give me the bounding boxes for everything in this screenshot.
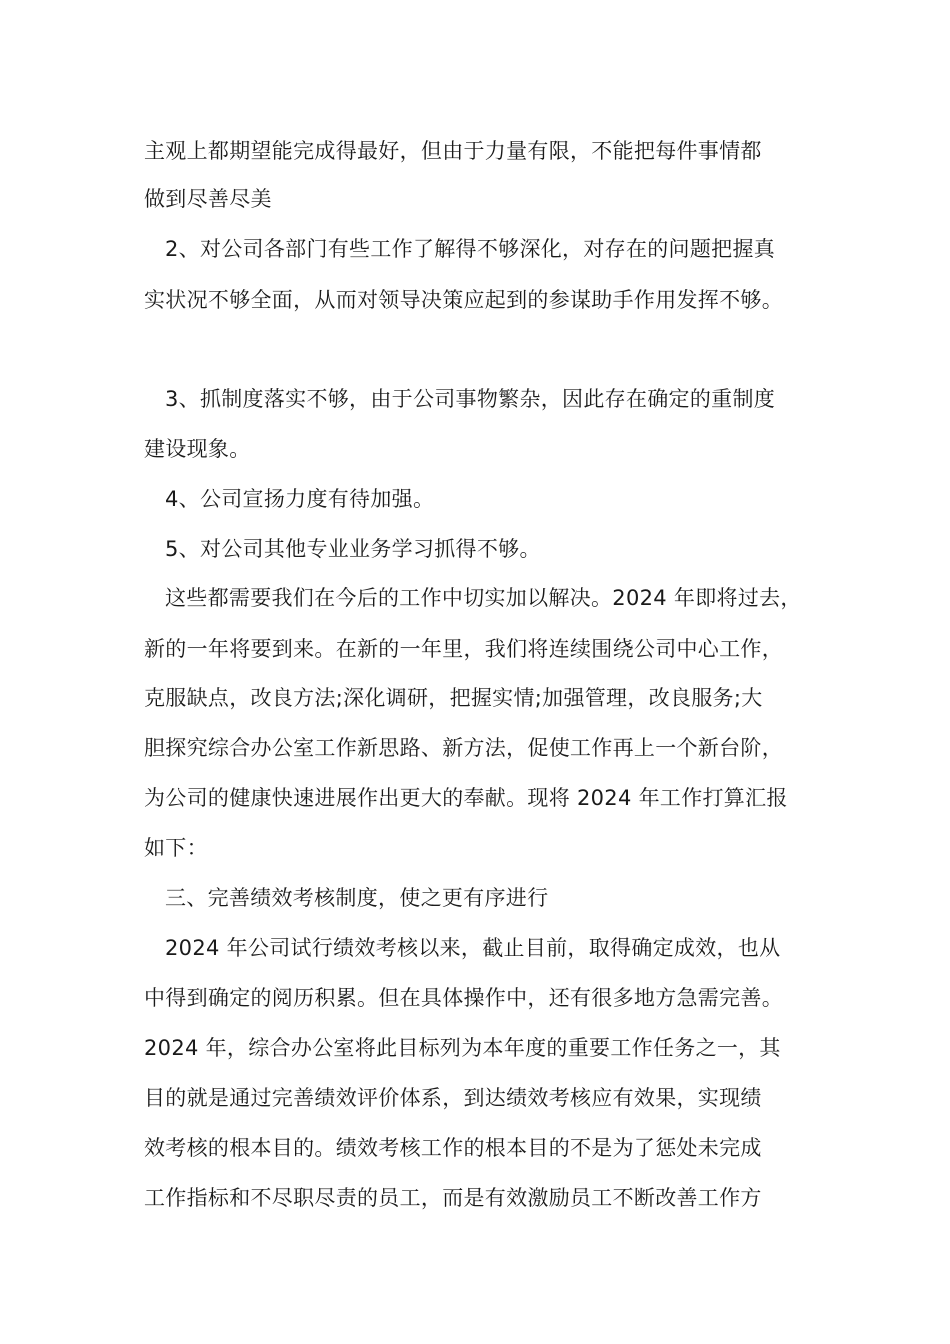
- text-line: 目的就是通过完善绩效评价体系，到达绩效考核应有效果，实现绩: [144, 1086, 762, 1110]
- text-line: 实状况不够全面，从而对领导决策应起到的参谋助手作用发挥不够。: [144, 288, 783, 312]
- text-line: 如下：: [144, 836, 208, 860]
- list-item-5: 5、对公司其他专业业务学习抓得不够。: [165, 537, 541, 561]
- text-line: 为公司的健康快速进展作出更大的奉献。现将 2024 年工作打算汇报: [144, 786, 788, 810]
- text-line: 胆探究综合办公室工作新思路、新方法，促使工作再上一个新台阶，: [144, 736, 783, 760]
- text-line: 工作指标和不尽职尽责的员工，而是有效激励员工不断改善工作方: [144, 1186, 762, 1210]
- paragraph-start: 2024 年公司试行绩效考核以来，截止目前，取得确定成效，也从: [165, 936, 781, 960]
- text-line: 建设现象。: [144, 437, 251, 461]
- text-line: 克服缺点，改良方法;深化调研，把握实情;加强管理，改良服务;大: [144, 686, 763, 710]
- paragraph-start: 这些都需要我们在今后的工作中切实加以解决。2024 年即将过去，: [165, 586, 802, 610]
- list-item-3: 3、抓制度落实不够，由于公司事物繁杂，因此存在确定的重制度: [165, 387, 776, 411]
- text-line: 新的一年将要到来。在新的一年里，我们将连续围绕公司中心工作，: [144, 637, 783, 661]
- text-line: 效考核的根本目的。绩效考核工作的根本目的不是为了惩处未完成: [144, 1136, 762, 1160]
- text-line: 中得到确定的阅历积累。但在具体操作中，还有很多地方急需完善。: [144, 986, 783, 1010]
- text-line: 2024 年，综合办公室将此目标列为本年度的重要工作任务之一，其: [144, 1036, 781, 1060]
- text-line: 做到尽善尽美: [144, 187, 272, 211]
- text-line: 主观上都期望能完成得最好，但由于力量有限，不能把每件事情都: [144, 139, 762, 163]
- list-item-2: 2、对公司各部门有些工作了解得不够深化，对存在的问题把握真: [165, 237, 776, 261]
- section-heading: 三、完善绩效考核制度，使之更有序进行: [165, 886, 549, 910]
- list-item-4: 4、公司宣扬力度有待加强。: [165, 487, 435, 511]
